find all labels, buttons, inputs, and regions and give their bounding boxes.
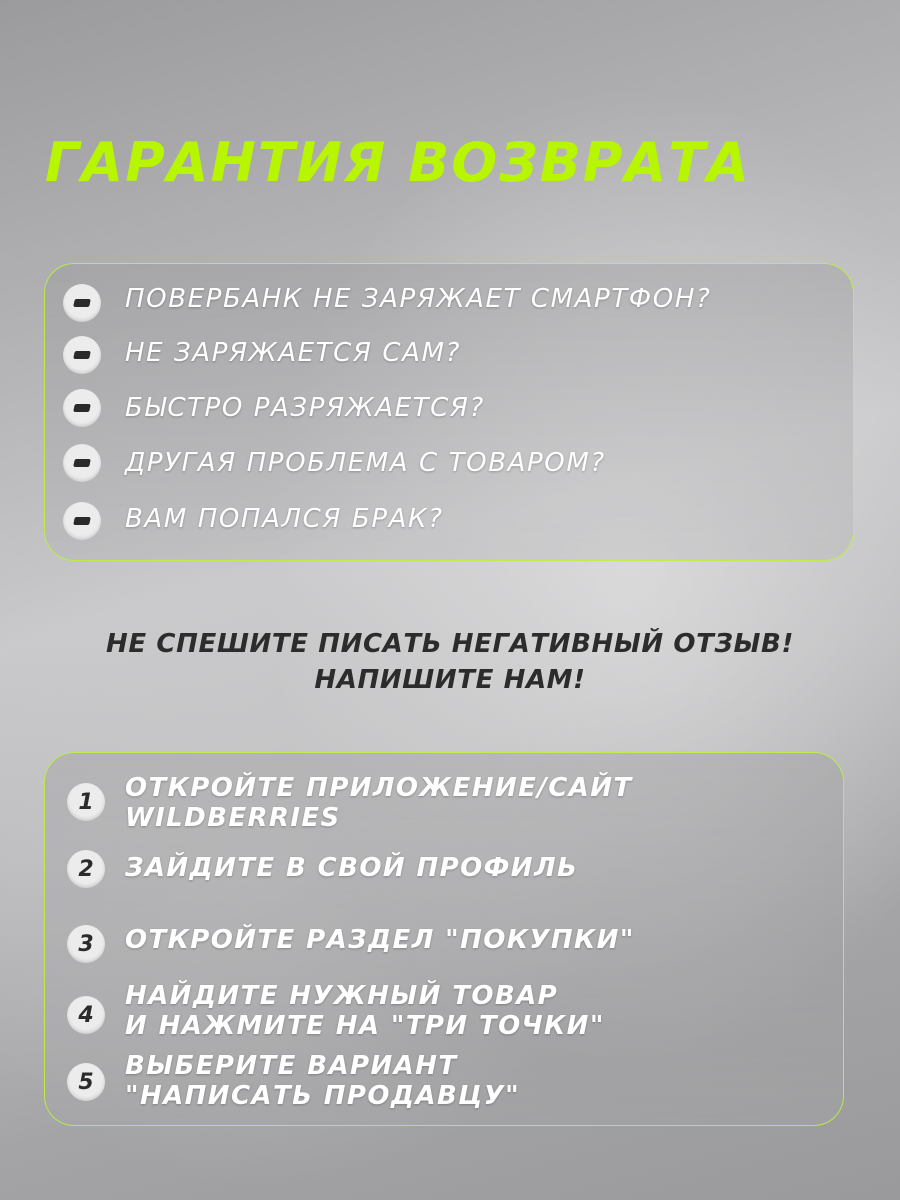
step-line: ОТКРОЙТЕ ПРИЛОЖЕНИЕ/САЙТ	[125, 773, 633, 803]
notice-line-2: НАПИШИТЕ НАМ!	[314, 665, 586, 695]
step-line: НАЙДИТЕ НУЖНЫЙ ТОВАР	[125, 981, 559, 1011]
problems-panel	[44, 263, 854, 561]
step-line: "НАПИСАТЬ ПРОДАВЦУ"	[125, 1081, 521, 1111]
number-badge-icon	[67, 850, 105, 888]
page-title: ГАРАНТИЯ ВОЗВРАТА	[45, 131, 751, 194]
step-line: ВЫБЕРИТЕ ВАРИАНТ	[125, 1051, 458, 1081]
problem-item: ПОВЕРБАНК НЕ ЗАРЯЖАЕТ СМАРТФОН?	[125, 284, 712, 314]
step-number: 5	[78, 1069, 94, 1095]
minus-badge-icon	[63, 336, 101, 374]
problem-item: ВАМ ПОПАЛСЯ БРАК?	[125, 504, 444, 534]
step-line: И НАЖМИТЕ НА "ТРИ ТОЧКИ"	[125, 1011, 605, 1041]
number-badge-icon	[67, 925, 105, 963]
number-badge-icon	[67, 783, 105, 821]
step-line: ОТКРОЙТЕ РАЗДЕЛ "ПОКУПКИ"	[125, 925, 635, 955]
step-line: WILDBERRIES	[125, 803, 341, 833]
steps-panel	[44, 752, 844, 1126]
notice-line-1: НЕ СПЕШИТЕ ПИСАТЬ НЕГАТИВНЫЙ ОТЗЫВ!	[106, 629, 794, 659]
minus-badge-icon	[63, 502, 101, 540]
step-number: 1	[78, 789, 94, 815]
number-badge-icon	[67, 996, 105, 1034]
minus-badge-icon	[63, 389, 101, 427]
problem-item: БЫСТРО РАЗРЯЖАЕТСЯ?	[125, 393, 485, 423]
minus-badge-icon	[63, 444, 101, 482]
step-number: 2	[78, 856, 94, 882]
number-badge-icon	[67, 1063, 105, 1101]
problem-item: НЕ ЗАРЯЖАЕТСЯ САМ?	[125, 338, 462, 368]
step-number: 3	[78, 931, 94, 957]
step-number: 4	[78, 1002, 94, 1028]
minus-badge-icon	[63, 284, 101, 322]
step-line: ЗАЙДИТЕ В СВОЙ ПРОФИЛЬ	[125, 853, 579, 883]
problem-item: ДРУГАЯ ПРОБЛЕМА С ТОВАРОМ?	[125, 448, 606, 478]
